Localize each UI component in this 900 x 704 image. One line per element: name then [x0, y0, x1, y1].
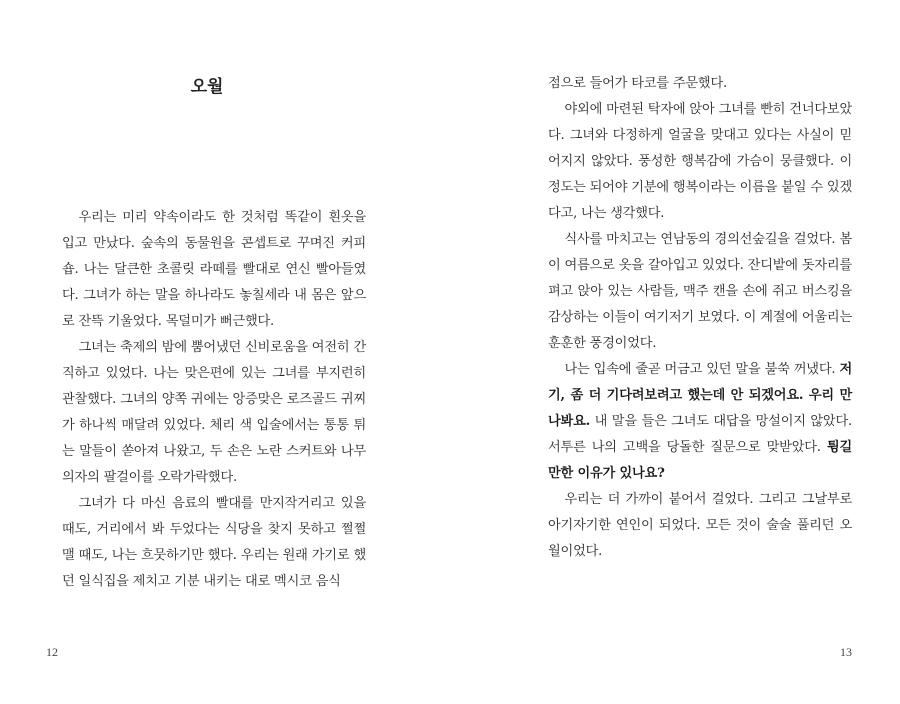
chapter-title: 오월	[190, 77, 224, 97]
right-page-body	[548, 71, 852, 565]
left-page-body	[62, 205, 366, 595]
paragraph: 점으로 들어가 타코를 주문했다.	[548, 76, 727, 91]
paragraph: 그녀는 축제의 밤에 뿜어냈던 신비로움을 여전히 간직하고 있었다. 나는 맞은편에 있는 그녀를 부지런히 관찰했다. 그녀의 양쪽 귀에는 앙증맞은 로즈골드 귀찌가 하나씩 매달려 있었다. 체리 색 입술에서는 통통 튀는 말들이 쏟아져 나왔고, 두 손은 노란 스커트와 나무 의자의 팔걸이를 오락가락했다.	[62, 340, 366, 485]
paragraph-tail: 내 말을 들은 그녀도 대답을 망설이지 않았다. 서투른 나의 고백을 당돌한 질문으로 맞받았다.	[548, 414, 852, 455]
paragraph: 야외에 마련된 탁자에 앉아 그녀를 빤히 건너다보았다. 그녀와 다정하게 얼굴을 맞대고 있다는 사실이 믿어지지 않았다. 풍성한 행복감에 가슴이 뭉클했다. 이 정도는 되어야 기분에 행복이라는 이름을 붙일 수 있겠다고, 나는 생각했다.	[548, 102, 852, 221]
dialogue-bold: 저기, 좀 더 기다려보려고 했는데 안 되겠어요. 우리 만나봐요.	[548, 362, 852, 429]
page-number: 12	[46, 645, 58, 659]
paragraph	[548, 357, 852, 487]
right-page	[450, 0, 900, 704]
paragraph: 우리는 더 가까이 붙어서 걸었다. 그리고 그날부로 아기자기한 연인이 되었다. 모든 것이 술술 풀리던 오월이었다.	[548, 492, 852, 559]
paragraph: 그녀가 다 마신 음료의 빨대를 만지작거리고 있을 때도, 거리에서 봐 두었다는 식당을 찾지 못하고 쩔쩔맬 때도, 나는 흐뭇하기만 했다. 우리는 원래 가기로 했던 일식집을 제치고 기분 내키는 대로 멕시코 음식	[62, 496, 366, 589]
paragraph: 우리는 미리 약속이라도 한 것처럼 똑같이 흰옷을 입고 만났다. 숲속의 동물원을 콘셉트로 꾸며진 커피숍. 나는 달큰한 초콜릿 라떼를 빨대로 연신 빨아들였다. 그녀가 하는 말을 하나라도 놓칠세라 내 몸은 앞으로 잔뜩 기울었다. 목덜미가 뻐근했다.	[62, 210, 366, 329]
paragraph-lead: 나는 입속에 줄곧 머금고 있던 말을 불쑥 꺼냈다.	[564, 362, 836, 377]
page-number: 13	[840, 645, 852, 659]
dialogue-question: 튕길 만한 이유가 있나요?	[548, 440, 852, 481]
paragraph: 식사를 마치고는 연남동의 경의선숲길을 걸었다. 봄이 여름으로 옷을 갈아입고 있었다. 잔디밭에 돗자리를 펴고 앉아 있는 사람들, 맥주 캔을 손에 쥐고 버스킹을 감상하는 이들이 여기저기 보였다. 이 계절에 어울리는 훈훈한 풍경이었다.	[548, 232, 852, 351]
